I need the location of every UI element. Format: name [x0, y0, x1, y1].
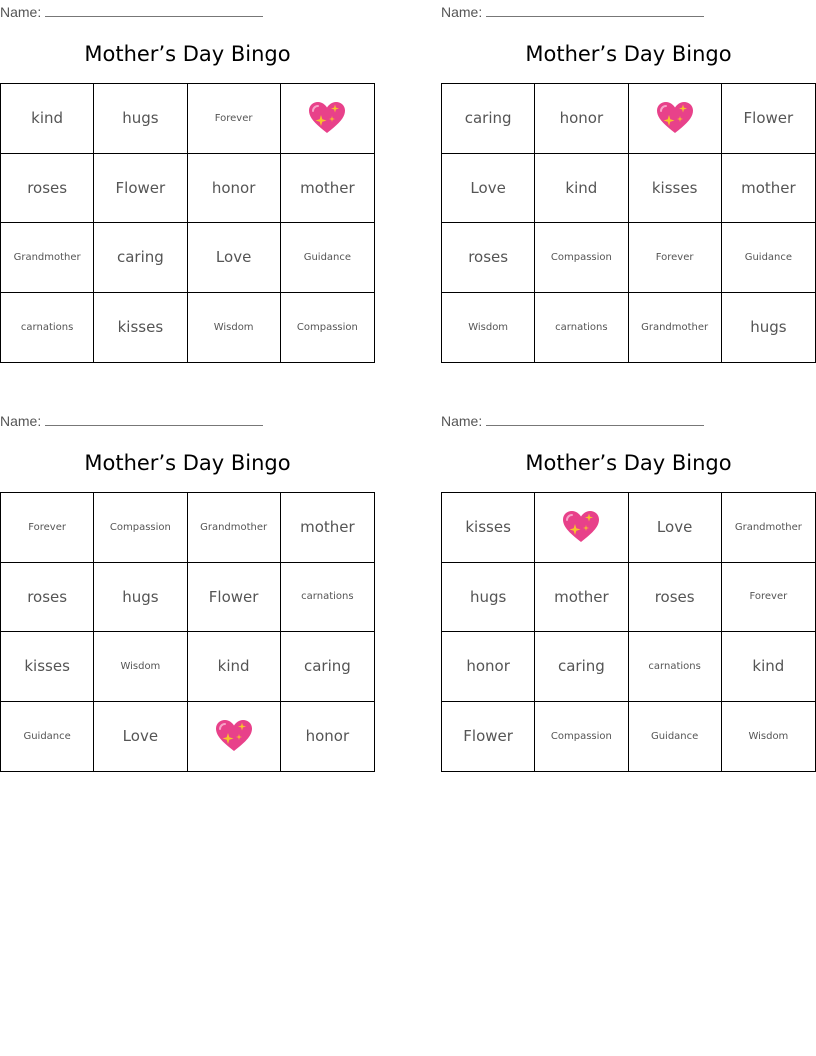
bingo-word: Compassion: [296, 321, 358, 333]
bingo-cell: [442, 632, 535, 702]
bingo-word: hugs: [469, 587, 507, 606]
bingo-cell: [281, 84, 374, 154]
bingo-cell: [629, 632, 722, 702]
bingo-word: Forever: [749, 591, 788, 603]
sparkling-heart-icon: [562, 510, 600, 544]
bingo-cell: [722, 84, 815, 154]
bingo-word: roses: [27, 178, 68, 197]
bingo-cell: [281, 154, 374, 224]
name-blank: [45, 412, 263, 426]
bingo-cell: [281, 293, 374, 363]
bingo-card-1: [0, 0, 375, 365]
bingo-card-2: [441, 0, 816, 365]
bingo-word: Wisdom: [468, 321, 509, 333]
bingo-cell: [629, 293, 722, 363]
bingo-word: Forever: [214, 112, 253, 124]
bingo-word: Grandmother: [200, 521, 268, 533]
bingo-cell: [535, 632, 628, 702]
bingo-cell: [722, 293, 815, 363]
bingo-cell: [722, 632, 815, 702]
bingo-cell: [188, 293, 281, 363]
name-blank: [486, 412, 704, 426]
bingo-cell: [1, 154, 94, 224]
name-line: [441, 412, 704, 429]
bingo-grid: [0, 83, 375, 363]
bingo-cell: [94, 563, 187, 633]
bingo-word: honor: [466, 657, 510, 676]
bingo-word: Compassion: [550, 251, 612, 263]
bingo-cell: [629, 154, 722, 224]
bingo-word: Guidance: [744, 251, 793, 263]
bingo-cell: [442, 293, 535, 363]
bingo-cell: [1, 702, 94, 772]
bingo-cell: [94, 84, 187, 154]
bingo-word: caring: [303, 657, 351, 676]
bingo-cell: [442, 223, 535, 293]
name-label: Name:: [0, 4, 42, 20]
bingo-grid: [441, 492, 816, 772]
bingo-word: hugs: [122, 109, 159, 128]
bingo-cell: [722, 223, 815, 293]
bingo-cell: [94, 154, 187, 224]
bingo-cell: [535, 84, 628, 154]
bingo-word: caring: [116, 248, 164, 267]
bingo-cell: [1, 563, 94, 633]
bingo-word: kind: [752, 657, 785, 676]
bingo-cell: [629, 563, 722, 633]
bingo-word: hugs: [750, 318, 787, 337]
bingo-cell: [722, 702, 815, 772]
bingo-cell: [629, 702, 722, 772]
bingo-word: roses: [468, 248, 509, 267]
bingo-cell: [94, 223, 187, 293]
bingo-cell: [188, 702, 281, 772]
bingo-word: carnations: [301, 591, 354, 603]
bingo-word: Compassion: [109, 521, 171, 533]
bingo-word: Grandmother: [641, 321, 709, 333]
name-line: [441, 3, 704, 20]
bingo-cell: [535, 493, 628, 563]
bingo-cell: [535, 154, 628, 224]
bingo-cell: [722, 154, 815, 224]
bingo-cell: [722, 563, 815, 633]
bingo-word: carnations: [555, 321, 608, 333]
bingo-word: honor: [211, 178, 256, 197]
bingo-cell: [629, 223, 722, 293]
bingo-word: kisses: [24, 657, 70, 676]
bingo-word: Guidance: [650, 730, 699, 742]
bingo-word: kisses: [117, 318, 164, 337]
bingo-word: carnations: [20, 321, 74, 333]
bingo-word: Flower: [115, 178, 166, 197]
bingo-word: hugs: [122, 587, 159, 606]
bingo-word: Forever: [28, 521, 66, 533]
bingo-word: Guidance: [303, 251, 352, 263]
bingo-word: mother: [300, 178, 355, 197]
name-label: Name:: [0, 413, 42, 429]
bingo-cell: [281, 563, 374, 633]
bingo-cell: [442, 563, 535, 633]
card-title: Mother’s Day Bingo: [525, 451, 732, 475]
bingo-word: Forever: [655, 251, 694, 263]
bingo-cell: [281, 702, 374, 772]
bingo-cell: [535, 702, 628, 772]
sparkling-heart-icon: [215, 719, 253, 753]
sparkling-heart-icon: [656, 101, 694, 135]
bingo-word: Grandmother: [734, 521, 802, 533]
bingo-word: mother: [554, 587, 609, 606]
bingo-word: roses: [654, 587, 695, 606]
bingo-word: kisses: [651, 178, 698, 197]
bingo-word: mother: [741, 178, 796, 197]
bingo-cell: [94, 493, 187, 563]
bingo-cell: [1, 293, 94, 363]
bingo-word: Love: [656, 518, 693, 537]
bingo-word: kind: [31, 109, 64, 128]
bingo-word: Wisdom: [748, 730, 789, 742]
bingo-word: kind: [565, 178, 598, 197]
name-line: [0, 412, 263, 429]
bingo-cell: [535, 293, 628, 363]
bingo-word: roses: [27, 587, 68, 606]
bingo-word: caring: [464, 109, 512, 128]
name-label: Name:: [441, 413, 483, 429]
bingo-cell: [535, 223, 628, 293]
card-title: Mother’s Day Bingo: [525, 42, 732, 66]
bingo-word: Love: [122, 727, 159, 746]
bingo-cell: [188, 223, 281, 293]
bingo-word: Flower: [463, 727, 513, 746]
card-title: Mother’s Day Bingo: [84, 451, 291, 475]
bingo-cell: [535, 563, 628, 633]
bingo-cell: [281, 632, 374, 702]
bingo-cell: [629, 493, 722, 563]
bingo-word: Grandmother: [13, 251, 81, 263]
bingo-cell: [188, 154, 281, 224]
bingo-cell: [188, 632, 281, 702]
card-title: Mother’s Day Bingo: [84, 42, 291, 66]
name-blank: [486, 3, 704, 17]
bingo-word: honor: [559, 109, 604, 128]
bingo-word: mother: [300, 518, 355, 537]
bingo-cell: [1, 632, 94, 702]
bingo-cell: [188, 84, 281, 154]
bingo-cell: [94, 702, 187, 772]
bingo-word: Compassion: [550, 730, 612, 742]
bingo-cell: [1, 493, 94, 563]
bingo-cell: [442, 84, 535, 154]
bingo-word: Guidance: [23, 730, 71, 742]
bingo-card-3: [0, 409, 375, 774]
bingo-word: Love: [470, 178, 506, 197]
bingo-cell: [281, 493, 374, 563]
bingo-cell: [722, 493, 815, 563]
bingo-cell: [442, 702, 535, 772]
name-blank: [45, 3, 263, 17]
bingo-cell: [442, 493, 535, 563]
bingo-cell: [629, 84, 722, 154]
bingo-cell: [1, 223, 94, 293]
bingo-word: Love: [215, 248, 252, 267]
bingo-cell: [1, 84, 94, 154]
bingo-cell: [281, 223, 374, 293]
bingo-word: Flower: [743, 109, 794, 128]
bingo-grid: [0, 492, 375, 772]
bingo-cell: [188, 563, 281, 633]
bingo-cell: [94, 632, 187, 702]
bingo-word: Flower: [208, 587, 259, 606]
bingo-word: honor: [305, 727, 350, 746]
bingo-word: Wisdom: [120, 660, 161, 672]
bingo-cell: [188, 493, 281, 563]
bingo-word: kisses: [465, 518, 511, 537]
name-label: Name:: [441, 4, 483, 20]
bingo-grid: [441, 83, 816, 363]
bingo-word: kind: [217, 657, 250, 676]
bingo-cell: [94, 293, 187, 363]
bingo-word: caring: [557, 657, 605, 676]
sparkling-heart-icon: [308, 101, 346, 135]
bingo-word: Wisdom: [213, 321, 254, 333]
name-line: [0, 3, 263, 20]
bingo-card-4: [441, 409, 816, 774]
bingo-cell: [442, 154, 535, 224]
bingo-word: carnations: [648, 660, 701, 672]
